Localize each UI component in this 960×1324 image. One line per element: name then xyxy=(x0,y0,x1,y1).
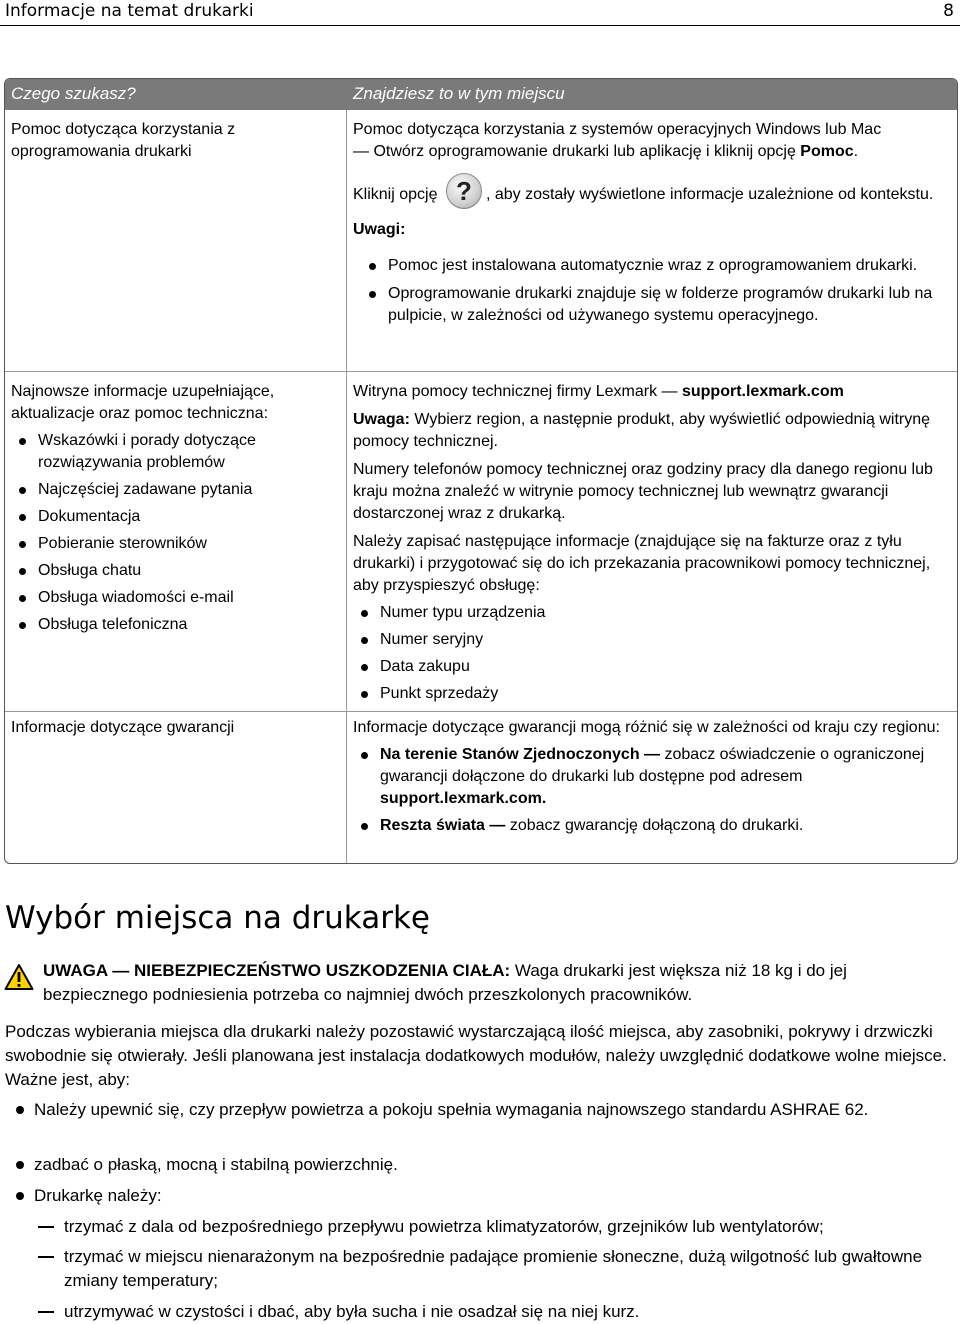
page-number: 8 xyxy=(943,1,954,21)
list-item: Pobieranie sterowników xyxy=(11,533,331,555)
info-table xyxy=(4,78,958,864)
note-item: Oprogramowanie drukarki znajduje się w folderze programów drukarki lub na pulpicie, w zależności od używanego systemu operacyjnego. xyxy=(361,283,953,327)
list-item: Numer typu urządzenia xyxy=(353,602,953,624)
phones-text: Numery telefonów pomocy technicznej oraz godziny pracy dla danego regionu lub kraju można znaleźć w witrynie pomocy technicznej lub wewnątrz gwarancji dostarczonej wraz z drukarką. xyxy=(353,461,933,522)
row1-left: Pomoc dotycząca korzystania z oprogramowania drukarki xyxy=(11,121,236,160)
list-item: Na terenie Stanów Zjednoczonych — zobacz oświadczenie o ograniczonej gwarancji dołączone do drukarki lub dostępne pod adresem support.lexmark.com. xyxy=(353,744,953,810)
list-item: Data zakupu xyxy=(353,656,953,678)
row-divider xyxy=(5,371,957,372)
warranty-intro: Informacje dotyczące gwarancji mogą różnić się w zależności od kraju czy regionu: xyxy=(353,719,940,736)
row3-left: Informacje dotyczące gwarancji xyxy=(11,719,235,736)
bullet-dot xyxy=(16,1161,24,1169)
column-divider xyxy=(346,110,347,864)
page-header xyxy=(0,0,960,24)
dash-marker xyxy=(38,1311,54,1313)
bullet-dot xyxy=(16,1192,24,1200)
list-item: Najczęściej zadawane pytania xyxy=(11,479,331,501)
help-line-1: Pomoc dotycząca korzystania z systemów operacyjnych Windows lub Mac xyxy=(353,121,882,138)
note-item: Pomoc jest instalowana automatycznie wraz z oprogramowaniem drukarki. xyxy=(361,255,953,277)
col-header-where: Znajdziesz to w tym miejscu xyxy=(353,84,565,103)
row2-left xyxy=(11,381,331,636)
support-site-line: Witryna pomocy technicznej firmy Lexmark — support.lexmark.com xyxy=(353,383,844,400)
warning-text: UWAGA — NIEBEZPIECZEŃSTWO USZKODZENIA CIAŁA: Waga drukarki jest większa niż 18 kg i do jej bezpiecznego podniesienia potrzeba co najmniej dwóch przeszkolonych pracowników. xyxy=(43,961,847,1004)
warranty-link[interactable]: support.lexmark.com. xyxy=(380,790,547,807)
header-title: Informacje na temat drukarki xyxy=(5,1,254,21)
support-intro: Najnowsze informacje uzupełniające, aktualizacje oraz pomoc techniczna: xyxy=(11,383,275,422)
row-divider xyxy=(5,711,957,712)
support-site-link[interactable]: support.lexmark.com xyxy=(681,383,844,400)
list-item: zadbać o płaską, mocną i stabilną powierzchnię. xyxy=(5,1153,935,1177)
help-line-2: — Otwórz oprogramowanie drukarki lub aplikację i kliknij opcję Pomoc. xyxy=(353,143,859,160)
region-note: Uwaga: Wybierz region, a następnie produkt, aby wyświetlić odpowiednią witrynę pomocy technicznej. xyxy=(353,411,931,450)
list-item: Reszta świata — zobacz gwarancję dołączoną do drukarki. xyxy=(353,815,953,837)
dash-marker xyxy=(38,1256,54,1258)
row1-right xyxy=(353,119,953,327)
sub-list-item: utrzymywać w czystości i dbać, aby była sucha i nie osadzał się na niej kurz. xyxy=(0,1300,958,1324)
list-item: Punkt sprzedaży xyxy=(353,683,953,705)
row3-right xyxy=(353,717,953,837)
list-item: Dokumentacja xyxy=(11,506,331,528)
record-list xyxy=(353,602,953,705)
list-item: Numer seryjny xyxy=(353,629,953,651)
support-list xyxy=(11,430,331,636)
row2-right xyxy=(353,381,953,705)
help-question-icon: ? xyxy=(446,173,482,209)
notes-label: Uwagi: xyxy=(353,221,406,238)
record-text: Należy zapisać następujące informacje (znajdujące się na fakturze oraz z tyłu drukarki) i przygotować się do ich przekazania pracownikowi pomocy technicznej, aby przyspieszyć obsługę: xyxy=(353,533,931,594)
notes-list xyxy=(353,255,953,327)
warranty-list xyxy=(353,744,953,837)
list-item: Obsługa telefoniczna xyxy=(11,614,331,636)
section-title: Wybór miejsca na drukarkę xyxy=(5,900,430,936)
bullet-dot xyxy=(16,1106,24,1114)
list-item: Należy upewnić się, czy przepływ powietrza a pokoju spełnia wymagania najnowszego standardu ASHRAE 62. xyxy=(5,1098,935,1122)
list-item: Obsługa chatu xyxy=(11,560,331,582)
list-item: Drukarkę należy: xyxy=(5,1184,935,1208)
sub-list-item: trzymać z dala od bezpośredniego przepływu powietrza klimatyzatorów, grzejników lub wentylatorów; xyxy=(0,1215,958,1239)
list-item: Wskazówki i porady dotyczące rozwiązywania problemów xyxy=(11,430,331,474)
placement-paragraph: Podczas wybierania miejsca dla drukarki należy pozostawić wystarczającą ilość miejsca, aby zasobniki, pokrywy i drzwiczki swobodnie się otwierały. Jeśli planowana jest instalacja dodatkowych modułów, należy uwzględnić dodatkowe wolne miejsce. Ważne jest, aby: xyxy=(5,1022,947,1089)
table-header xyxy=(5,79,957,110)
header-rule xyxy=(0,25,960,26)
help-click-text: Kliknij opcję ? , aby zostały wyświetlone informacje uzależnione od kontekstu. xyxy=(353,177,953,213)
list-item: Obsługa wiadomości e-mail xyxy=(11,587,331,609)
warning-triangle-icon xyxy=(4,963,34,991)
col-header-what: Czego szukasz? xyxy=(11,84,136,103)
sub-list-item: trzymać w miejscu nienarażonym na bezpośrednie padające promienie słoneczne, dużą wilgotność lub gwałtowne zmiany temperatury; xyxy=(0,1245,958,1293)
dash-marker xyxy=(38,1226,54,1228)
